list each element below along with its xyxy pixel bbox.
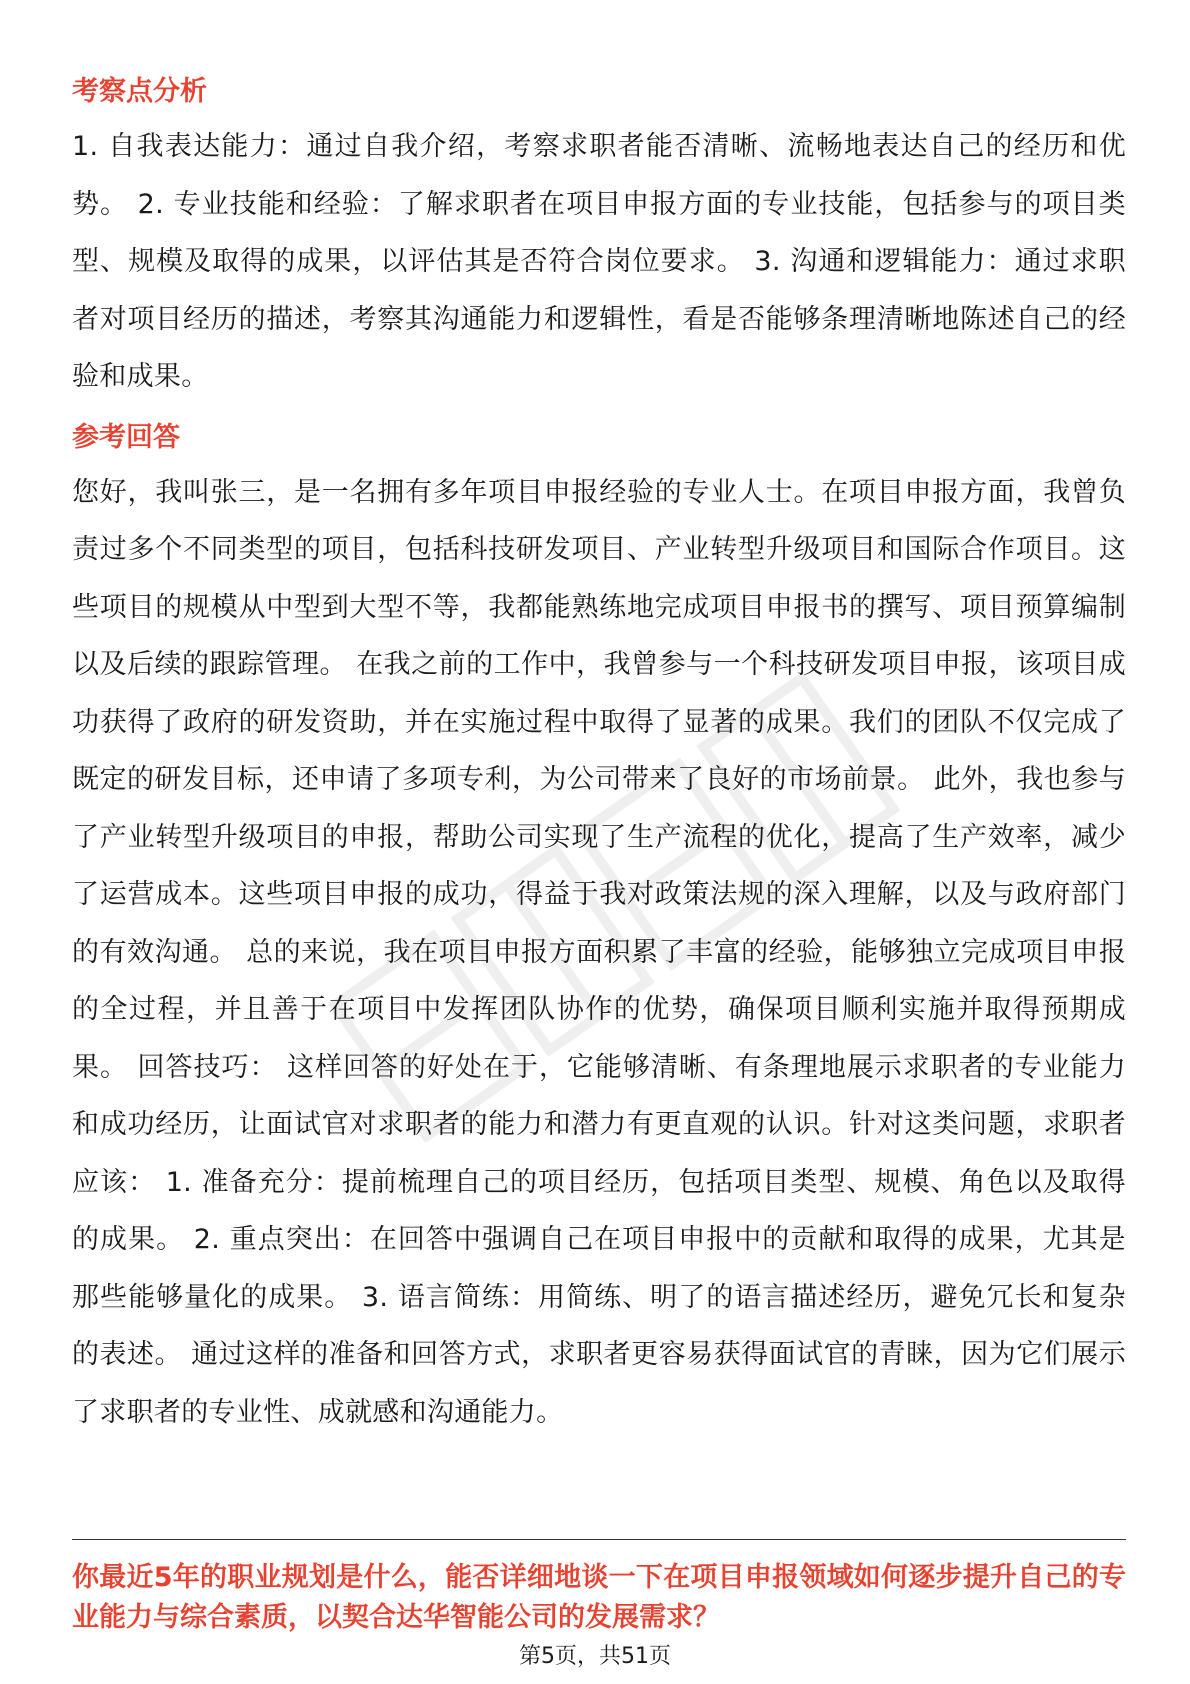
next-question: 你最近5年的职业规划是什么，能否详细地谈一下在项目申报领域如何逐步提升自己的专业能力与综合素质，以契合达华智能公司的发展需求？ <box>72 1562 1126 1633</box>
section-body-analysis: 1. 自我表达能力：通过自我介绍，考察求职者能否清晰、流畅地表达自己的经历和优势。 2. 专业技能和经验：了解求职者在项目申报方面的专业技能，包括参与的项目类型、规模及取得的成果，以评估其是否符合岗位要求。 3. 沟通和逻辑能力：通过求职者对项目经历的描述，考察其沟通能力和逻辑性，看是否能够条理清晰地陈述自己的经验和成果。 <box>72 131 1126 392</box>
section-title-reference-answer: 参考回答 <box>72 421 180 453</box>
divider-line <box>72 1539 1126 1540</box>
section-body-reference-answer: 您好，我叫张三，是一名拥有多年项目申报经验的专业人士。在项目申报方面，我曾负责过多个不同类型的项目，包括科技研发项目、产业转型升级项目和国际合作项目。这些项目的规模从中型到大型不等，我都能熟练地完成项目申报书的撰写、项目预算编制以及后续的跟踪管理。 在我之前的工作中，我曾参与一个科技研发项目申报，该项目成功获得了政府的研发资助，并在实施过程中取得了显著的成果。我们的团队不仅完成了既定的研发目标，还申请了多项专利，为公司带来了良好的市场前景。 此外，我也参与了产业转型升级项目的申报，帮助公司实现了生产流程的优化，提高了生产效率，减少了运营成本。这些项目申报的成功，得益于我对政策法规的深入理解，以及与政府部门的有效沟通。 总的来说，我在项目申报方面积累了丰富的经验，能够独立完成项目申报的全过程，并且善于在项目中发挥团队协作的优势，确保项目顺利实施并取得预期成果。 回答技巧： 这样回答的好处在于，它能够清晰、有条理地展示求职者的专业能力和成功经历，让面试官对求职者的能力和潜力有更直观的认识。针对这类问题，求职者应该： 1. 准备充分：提前梳理自己的项目经历，包括项目类型、规模、角色以及取得的成果。 2. 重点突出：在回答中强调自己在项目申报中的贡献和取得的成果，尤其是那些能够量化的成果。 3. 语言简练：用简练、明了的语言描述经历，避免冗长和复杂的表述。 通过这样的准备和回答方式，求职者更容易获得面试官的青睐，因为它们展示了求职者的专业性、成就感和沟通能力。 <box>72 476 1126 1428</box>
section-title-analysis: 考察点分析 <box>72 76 207 107</box>
section-reference-answer <box>72 418 1126 1442</box>
page-footer: 第5页，共51页 <box>519 1644 671 1669</box>
main-content <box>72 72 1126 1441</box>
section-analysis <box>72 72 1126 406</box>
